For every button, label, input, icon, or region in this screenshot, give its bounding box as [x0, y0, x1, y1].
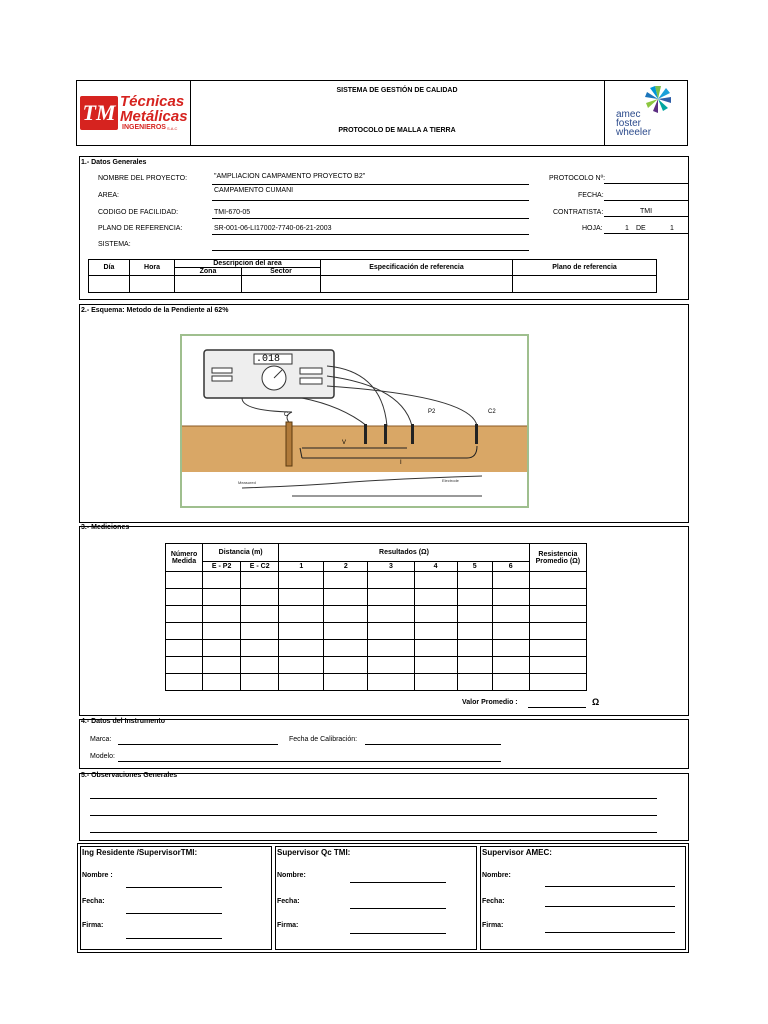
label-p2: P2	[428, 409, 436, 415]
table-cell[interactable]	[492, 606, 529, 623]
table-row	[166, 640, 587, 657]
obs-line-3[interactable]	[90, 832, 657, 833]
table-cell[interactable]	[203, 623, 241, 640]
table-cell[interactable]	[529, 589, 586, 606]
label-c2: C2	[488, 409, 496, 415]
line-area[interactable]	[212, 200, 529, 201]
obs-line-2[interactable]	[90, 815, 657, 816]
cell-zona[interactable]	[175, 276, 242, 293]
table-cell[interactable]	[414, 589, 457, 606]
label-v: V	[342, 440, 347, 446]
label-proyecto: NOMBRE DEL PROYECTO:	[98, 175, 188, 182]
table-cell[interactable]	[279, 589, 324, 606]
table-cell[interactable]	[203, 606, 241, 623]
table-cell[interactable]	[414, 572, 457, 589]
table-cell[interactable]	[279, 674, 324, 691]
line-plano[interactable]	[212, 234, 529, 235]
th-hora: Hora	[130, 260, 175, 276]
sig1-firma-line[interactable]	[126, 938, 222, 939]
sig2-firma-line[interactable]	[350, 933, 446, 934]
logo-text-line2: Metálicas	[120, 108, 188, 125]
table-cell[interactable]	[279, 657, 324, 674]
sig3-nombre-line[interactable]	[545, 886, 675, 887]
amec-text-1: amec	[616, 109, 641, 120]
table-cell[interactable]	[241, 640, 279, 657]
section4-title: 4.- Datos del Instrumento	[81, 718, 166, 725]
table-cell[interactable]	[279, 572, 324, 589]
table-cell[interactable]	[492, 623, 529, 640]
table-cell[interactable]	[457, 657, 492, 674]
table-cell[interactable]	[529, 606, 586, 623]
th-plano: Plano de referencia	[513, 260, 657, 276]
label-plano: PLANO DE REFERENCIA:	[98, 225, 183, 232]
table-cell[interactable]	[414, 657, 457, 674]
measurements-table	[165, 543, 587, 691]
table-cell[interactable]	[414, 640, 457, 657]
table-cell[interactable]	[529, 623, 586, 640]
section2-title: 2.- Esquema: Metodo de la Pendiente al 62%	[81, 307, 229, 314]
sig3-firma-line[interactable]	[545, 932, 675, 933]
sig3-firma-label: Firma:	[482, 922, 504, 929]
cell-sector[interactable]	[242, 276, 321, 293]
table-cell[interactable]	[414, 606, 457, 623]
table-cell[interactable]	[492, 657, 529, 674]
sig-title-qc: Supervisor Qc TMI:	[277, 848, 351, 857]
table-cell[interactable]	[529, 640, 586, 657]
label-c: C	[284, 412, 289, 418]
sig-title-amec: Supervisor AMEC:	[482, 848, 552, 857]
sig2-nombre-label: Nombre:	[277, 872, 306, 879]
table-cell[interactable]	[166, 657, 203, 674]
hoja-total: 1	[670, 225, 674, 232]
sig3-fecha-line[interactable]	[545, 906, 675, 907]
th-col-4: 4	[414, 562, 457, 572]
sig3-fecha-label: Fecha:	[482, 898, 505, 905]
line-modelo[interactable]	[118, 761, 501, 762]
table-row	[166, 589, 587, 606]
table-cell[interactable]	[241, 572, 279, 589]
hoja-num: 1	[625, 225, 629, 232]
th-numero: Número Medida	[166, 544, 203, 572]
table-cell[interactable]	[457, 572, 492, 589]
value-plano: SR-001-06-LI17002-7740-06-21-2003	[214, 225, 332, 232]
table-cell[interactable]	[529, 657, 586, 674]
value-contratista: TMI	[640, 208, 653, 215]
table-cell[interactable]	[166, 572, 203, 589]
value-area: CAMPAMENTO CUMANI	[214, 187, 294, 194]
logo-tm-mark: TM	[80, 96, 118, 130]
table-cell[interactable]	[166, 640, 203, 657]
line-sistema[interactable]	[212, 250, 529, 251]
logo-text-line1: Técnicas	[120, 93, 185, 110]
doc-title-system: SISTEMA DE GESTIÓN DE CALIDAD	[336, 87, 458, 94]
label-area: AREA:	[98, 192, 120, 199]
label-facilidad: CODIGO DE FACILIDAD:	[98, 209, 179, 216]
label-fecha-cal: Fecha de Calibración:	[289, 736, 358, 743]
cell-plano[interactable]	[513, 276, 657, 293]
section1-title: 1.- Datos Generales	[81, 159, 147, 166]
cell-hora[interactable]	[130, 276, 175, 293]
table-cell[interactable]	[368, 606, 414, 623]
th-col-2: 2	[324, 562, 368, 572]
company-logo	[80, 92, 186, 138]
line-marca[interactable]	[118, 744, 278, 745]
cell-especificacion[interactable]	[321, 276, 513, 293]
meter-display: .018	[256, 354, 281, 365]
th-especificacion: Especificación de referencia	[321, 260, 513, 276]
value-facilidad: TMI-670-05	[214, 209, 251, 216]
hoja-de: DE	[636, 225, 646, 232]
label-marca: Marca:	[90, 736, 112, 743]
table-cell[interactable]	[492, 674, 529, 691]
th-col-3: 3	[368, 562, 414, 572]
table-cell[interactable]	[457, 606, 492, 623]
table-row	[166, 657, 587, 674]
th-descripcion: Descripcion del area	[175, 260, 321, 268]
section5-box	[79, 773, 689, 841]
sig1-fecha-label: Fecha:	[82, 898, 105, 905]
th-distancia: Distancia (m)	[203, 544, 279, 562]
line-fecha[interactable]	[604, 200, 688, 201]
table-cell[interactable]	[279, 640, 324, 657]
table-cell[interactable]	[529, 674, 586, 691]
table-cell[interactable]	[279, 606, 324, 623]
th-sector: Sector	[242, 268, 321, 276]
table-cell[interactable]	[368, 640, 414, 657]
amec-text-2: foster	[616, 118, 642, 129]
sig1-firma-label: Firma:	[82, 922, 104, 929]
logo-text-line3: INGENIEROS	[122, 124, 166, 131]
table-cell[interactable]	[279, 623, 324, 640]
label-contratista: CONTRATISTA:	[553, 209, 604, 216]
th-zona: Zona	[175, 268, 242, 276]
table-cell[interactable]	[457, 623, 492, 640]
svg-text:Measured: Measured	[238, 480, 256, 485]
label-modelo: Modelo:	[90, 753, 115, 760]
svg-text:Electrode: Electrode	[442, 478, 459, 483]
cell-dia[interactable]	[89, 276, 130, 293]
table-cell[interactable]	[368, 572, 414, 589]
sig1-nombre-label: Nombre :	[82, 872, 113, 879]
table-row	[166, 606, 587, 623]
label-hoja: HOJA:	[582, 225, 603, 232]
sig2-fecha-line[interactable]	[350, 908, 446, 909]
line-proyecto[interactable]	[212, 184, 529, 185]
sig-title-residente: Ing Residente /SupervisorTMI:	[82, 848, 198, 857]
schematic-diagram	[180, 334, 529, 508]
table-cell[interactable]	[368, 589, 414, 606]
label-protocolo: PROTOCOLO Nº:	[549, 175, 606, 182]
table-cell[interactable]	[166, 606, 203, 623]
section3-title: 3.- Mediciones	[81, 524, 130, 531]
sig2-nombre-line[interactable]	[350, 882, 446, 883]
section5-title: 5.- Observaciones Generales	[81, 772, 178, 779]
table-cell[interactable]	[368, 657, 414, 674]
line-fecha-cal[interactable]	[365, 744, 501, 745]
logo-text-sac: S.A.C	[167, 126, 178, 131]
ohm-symbol: Ω	[592, 697, 600, 707]
line-hoja[interactable]	[604, 233, 688, 234]
th-resistencia: Resistencia Promedio (Ω)	[529, 544, 586, 572]
table-row	[166, 674, 587, 691]
table-cell[interactable]	[414, 623, 457, 640]
sig-col-3	[480, 846, 686, 950]
table-cell[interactable]	[324, 606, 368, 623]
sig2-fecha-label: Fecha:	[277, 898, 300, 905]
table-cell[interactable]	[166, 589, 203, 606]
table-cell[interactable]	[203, 640, 241, 657]
th-col-1: 1	[279, 562, 324, 572]
line-contratista[interactable]	[604, 216, 688, 217]
table-cell[interactable]	[241, 606, 279, 623]
line-facilidad[interactable]	[212, 218, 529, 219]
doc-title-protocol: PROTOCOLO DE MALLA A TIERRA	[338, 127, 456, 134]
table-cell[interactable]	[241, 623, 279, 640]
th-col-6: 6	[492, 562, 529, 572]
table-cell[interactable]	[457, 589, 492, 606]
valor-promedio-label: Valor Promedio :	[462, 699, 518, 706]
value-proyecto: "AMPLIACION CAMPAMENTO PROYECTO B2"	[214, 173, 366, 180]
sig1-nombre-line[interactable]	[126, 887, 222, 888]
table-cell[interactable]	[324, 674, 368, 691]
label-sistema: SISTEMA:	[98, 241, 131, 248]
th-dia: Día	[89, 260, 130, 276]
table-cell[interactable]	[457, 674, 492, 691]
header-divider-right	[604, 80, 605, 146]
area-table	[88, 259, 657, 293]
table-cell[interactable]	[203, 657, 241, 674]
label-i: I	[400, 460, 402, 466]
table-cell[interactable]	[203, 674, 241, 691]
table-cell[interactable]	[324, 623, 368, 640]
th-ec2: E - C2	[241, 562, 279, 572]
table-cell[interactable]	[457, 640, 492, 657]
table-cell[interactable]	[166, 674, 203, 691]
table-cell[interactable]	[203, 572, 241, 589]
table-cell[interactable]	[203, 589, 241, 606]
th-ep2: E - P2	[203, 562, 241, 572]
table-cell[interactable]	[324, 572, 368, 589]
sig3-nombre-label: Nombre:	[482, 872, 511, 879]
table-row	[166, 572, 587, 589]
sig2-firma-label: Firma:	[277, 922, 299, 929]
sig-col-2	[275, 846, 477, 950]
table-cell[interactable]	[492, 640, 529, 657]
schematic-svg	[182, 336, 527, 506]
amec-logo	[610, 84, 686, 144]
table-cell[interactable]	[368, 623, 414, 640]
valor-promedio-line[interactable]	[528, 707, 586, 708]
th-resultados: Resultados (Ω)	[279, 544, 530, 562]
label-fecha: FECHA:	[578, 192, 604, 199]
table-cell[interactable]	[241, 589, 279, 606]
table-cell[interactable]	[324, 640, 368, 657]
line-protocolo[interactable]	[604, 183, 688, 184]
table-cell[interactable]	[492, 589, 529, 606]
obs-line-1[interactable]	[90, 798, 657, 799]
sig1-fecha-line[interactable]	[126, 913, 222, 914]
sig-col-1	[80, 846, 272, 950]
table-cell[interactable]	[324, 589, 368, 606]
table-cell[interactable]	[529, 572, 586, 589]
th-col-5: 5	[457, 562, 492, 572]
table-cell[interactable]	[241, 657, 279, 674]
table-cell[interactable]	[241, 674, 279, 691]
table-cell[interactable]	[414, 674, 457, 691]
table-cell[interactable]	[324, 657, 368, 674]
table-cell[interactable]	[166, 623, 203, 640]
table-cell[interactable]	[492, 572, 529, 589]
amec-text-3: wheeler	[616, 127, 652, 138]
table-row	[166, 623, 587, 640]
table-cell[interactable]	[368, 674, 414, 691]
